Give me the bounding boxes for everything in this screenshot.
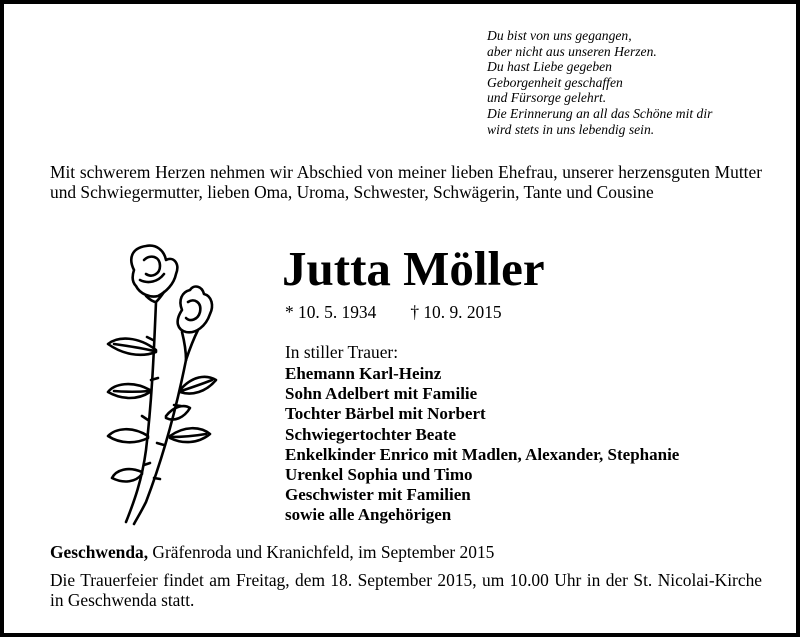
funeral-notice: Die Trauerfeier findet am Freitag, dem 18. September 2015, um 10.00 Uhr in der St. Nicolai-Kirche in Geschwenda statt. (50, 570, 762, 610)
birth-date: * 10. 5. 1934 (285, 302, 377, 322)
place-rest: Gräfenroda und Kranichfeld, im September 2015 (148, 542, 495, 562)
poem-line: und Fürsorge gelehrt. (487, 90, 607, 106)
mourner-line: Enkelkinder Enrico mit Madlen, Alexander, Stephanie (285, 444, 680, 464)
mourner-line: Schwiegertochter Beate (285, 424, 457, 444)
mourner-line: Urenkel Sophia und Timo (285, 465, 473, 485)
deceased-name: Jutta Möller (282, 241, 545, 296)
mourner-line: sowie alle Angehörigen (285, 505, 452, 525)
place-town: Geschwenda, (50, 542, 149, 562)
mourning-label: In stiller Trauer: (285, 342, 399, 362)
mourner-line: Geschwister mit Familien (285, 485, 471, 505)
poem-line: Geborgenheit geschaffen (487, 74, 623, 90)
poem-line: Du hast Liebe gegeben (487, 59, 612, 75)
poem-line: wird stets in uns lebendig sein. (487, 121, 655, 137)
poem-line: Du bist von uns gegangen, (487, 28, 632, 43)
rose-illustration (94, 240, 244, 530)
mourner-line: Sohn Adelbert mit Familie (285, 384, 478, 404)
mourners-list (285, 364, 679, 526)
poem-line: aber nicht aus unseren Herzen. (487, 43, 657, 59)
memorial-poem (487, 28, 787, 137)
poem-line: Die Erinnerung an all das Schöne mit dir (487, 105, 713, 121)
intro-text: Mit schwerem Herzen nehmen wir Abschied von meiner lieben Ehefrau, unserer herzensguten Mutter und Schwiegermutter, lieben Oma, Uroma, Schwester, Schwägerin, Tante und Cousine (50, 162, 762, 202)
mourner-line: Tochter Bärbel mit Norbert (285, 404, 486, 424)
place-and-date (50, 542, 494, 562)
life-dates (285, 301, 502, 323)
death-date: † 10. 9. 2015 (410, 302, 502, 322)
mourner-line: Ehemann Karl-Heinz (285, 364, 442, 383)
